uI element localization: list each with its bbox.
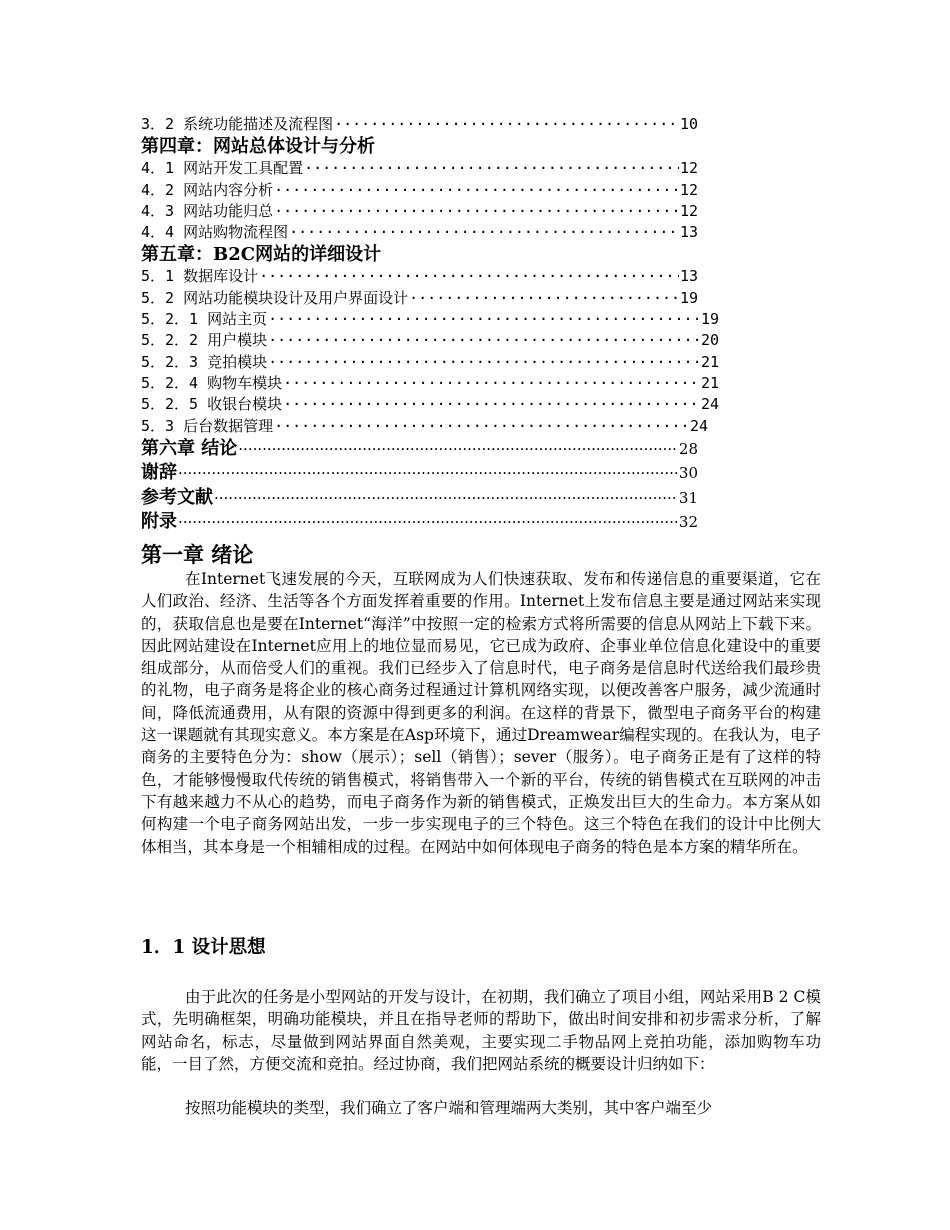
- toc-leader-dots: [178, 510, 678, 535]
- toc-entry-page: 32: [678, 513, 698, 532]
- toc-entry: [141, 461, 698, 486]
- toc-entry-page: 31: [678, 488, 698, 507]
- table-of-contents: [141, 114, 731, 535]
- toc-leader-dots: [238, 437, 678, 462]
- toc-entry-page: 30: [678, 464, 698, 483]
- toc-entry-page: 10: [679, 115, 698, 133]
- toc-entry-label: 参考文献: [141, 486, 213, 508]
- toc-entry-label: 5．2．4 购物车模块: [141, 373, 283, 392]
- toc-entry: [141, 373, 719, 394]
- toc-entry: [141, 288, 698, 309]
- body-paragraph: 按照功能模块的类型，我们确立了客户端和管理端两大类别，其中客户端至少: [185, 1099, 713, 1117]
- section-title: 1．1 设计思想: [141, 937, 266, 958]
- toc-entry-page: 12: [679, 159, 698, 178]
- body-paragraph: 由于此次的任务是小型网站的开发与设计，在初期，我们确立了项目小组，网站采用B 2 C模式，先明确框架，明确功能模块，并且在指导老师的帮助下，做出时间安排和初步需求分析，了解网站命名，标志，尽量做到网站界面自然美观，主要实现二手物品网上竞拍功能，添加购物车功能，一目了然，方便交流和竞拍。经过协商，我们把网站系统的概要设计归纳如下：: [141, 988, 821, 1073]
- toc-entry-label: 4．2 网站内容分析: [141, 180, 274, 199]
- toc-leader-dots: [214, 486, 678, 511]
- toc-leader-dots: [274, 416, 689, 437]
- toc-entry: [141, 180, 698, 201]
- body-paragraph: 在Internet飞速发展的今天，互联网成为人们快速获取、发布和传递信息的重要渠道，它在人们政治、经济、生活等各个方面发挥着重要的作用。Internet上发布信息主要是通过网站来实现的，获取信息也是要在Internet“海洋”中按照一定的检索方式将所需要的信息从网站上下载下来。因此网站建设在Internet应用上的地位显而易见，它已成为政府、企事业单位信息化建设中的重要组成部分，从而倍受人们的重视。我们已经步入了信息时代，电子商务是信息时代送给我们最珍贵的礼物，电子商务是将企业的核心商务过程通过计算机网络实现，以便改善客户服务，减少流通时间，降低流通费用，从有限的资源中得到更多的利润。在这样的背景下，微型电子商务平台的构建这一课题就有其现实意义。本方案是在Asp环境下，通过Dreamwear编程实现的。在我认为，电子商务的主要特色分为：show（展示）；sell（销售）；sever（服务）。电子商务正是有了这样的特色，才能够慢慢取代传统的销售模式，将销售带入一个新的平台，传统的销售模式在互联网的冲击下有越来越力不从心的趋势，而电子商务作为新的销售模式，正焕发出巨大的生命力。本方案从如何构建一个电子商务网站出发，一步一步实现电子的三个特色。这三个特色在我们的设计中比例大体相当，其本身是一个相辅相成的过程。在网站中如何体现电子商务的特色是本方案的精华所在。: [141, 570, 821, 856]
- toc-leader-dots: [178, 461, 678, 486]
- toc-entry-page: 19: [679, 288, 698, 307]
- toc-entry: [141, 486, 698, 511]
- toc-leader-dots: [334, 114, 679, 135]
- toc-leader-dots: [268, 330, 700, 351]
- toc-entry-page: 19: [700, 310, 719, 329]
- toc-entry-page: 13: [679, 223, 698, 242]
- toc-entry-label: 5．2 网站功能模块设计及用户界面设计: [141, 288, 409, 307]
- toc-leader-dots: [274, 180, 679, 201]
- toc-entry: [141, 510, 698, 535]
- toc-leader-dots: [289, 222, 679, 243]
- toc-entry-page: 21: [700, 373, 719, 392]
- toc-entry: [141, 114, 698, 135]
- toc-entry-label: 5．2．1 网站主页: [141, 310, 268, 329]
- toc-entry-page: 28: [678, 439, 698, 458]
- toc-leader-dots: [283, 373, 700, 394]
- toc-leader-dots: [268, 352, 700, 373]
- toc-entry: [141, 352, 719, 373]
- toc-entry-label: 5．3 后台数据管理: [141, 416, 274, 435]
- toc-entry-label: 4．4 网站购物流程图: [141, 223, 289, 242]
- toc-entry: [141, 394, 719, 415]
- toc-entry: [141, 416, 708, 437]
- toc-leader-dots: [274, 201, 679, 222]
- chapter-title: 第一章 绪论: [141, 542, 254, 567]
- toc-entry-page: 24: [689, 416, 708, 435]
- toc-entry-label: 谢辞: [141, 462, 177, 484]
- toc-entry-label: 附录: [141, 511, 177, 533]
- toc-entry-page: 12: [679, 180, 698, 199]
- toc-leader-dots: [304, 158, 679, 179]
- toc-entry-label: 4．1 网站开发工具配置: [141, 159, 304, 178]
- toc-leader-dots: [268, 309, 700, 330]
- toc-entry-page: 21: [700, 352, 719, 371]
- toc-chapter-label: 第四章：网站总体设计与分析: [141, 136, 375, 158]
- toc-entry: [141, 158, 698, 179]
- toc-entry-label: 第六章 结论: [141, 437, 238, 459]
- toc-entry-page: 13: [679, 267, 698, 286]
- toc-entry: [141, 266, 698, 287]
- toc-entry-page: 12: [679, 201, 698, 220]
- toc-entry-label: 5．1 数据库设计: [141, 267, 259, 286]
- toc-leader-dots: [283, 394, 700, 415]
- toc-entry-label: 5．2．3 竞拍模块: [141, 352, 268, 371]
- toc-entry-label: 5．2．5 收银台模块: [141, 395, 283, 414]
- toc-leader-dots: [409, 288, 679, 309]
- toc-leader-dots: [259, 266, 679, 287]
- toc-entry-label: 4．3 网站功能归总: [141, 201, 274, 220]
- toc-entry: [141, 309, 719, 330]
- toc-entry-page: 20: [700, 331, 719, 350]
- toc-entry: [141, 330, 719, 351]
- toc-chapter-heading: [141, 243, 731, 266]
- toc-entry: [141, 201, 698, 222]
- toc-entry-page: 24: [700, 395, 719, 414]
- toc-entry-label: 3．2 系统功能描述及流程图: [141, 115, 334, 133]
- toc-chapter-heading: [141, 135, 731, 158]
- toc-entry-label: 5．2．2 用户模块: [141, 331, 268, 350]
- toc-entry: [141, 222, 698, 243]
- toc-entry: [141, 437, 698, 462]
- toc-chapter-label: 第五章：B2C网站的详细设计: [141, 244, 382, 266]
